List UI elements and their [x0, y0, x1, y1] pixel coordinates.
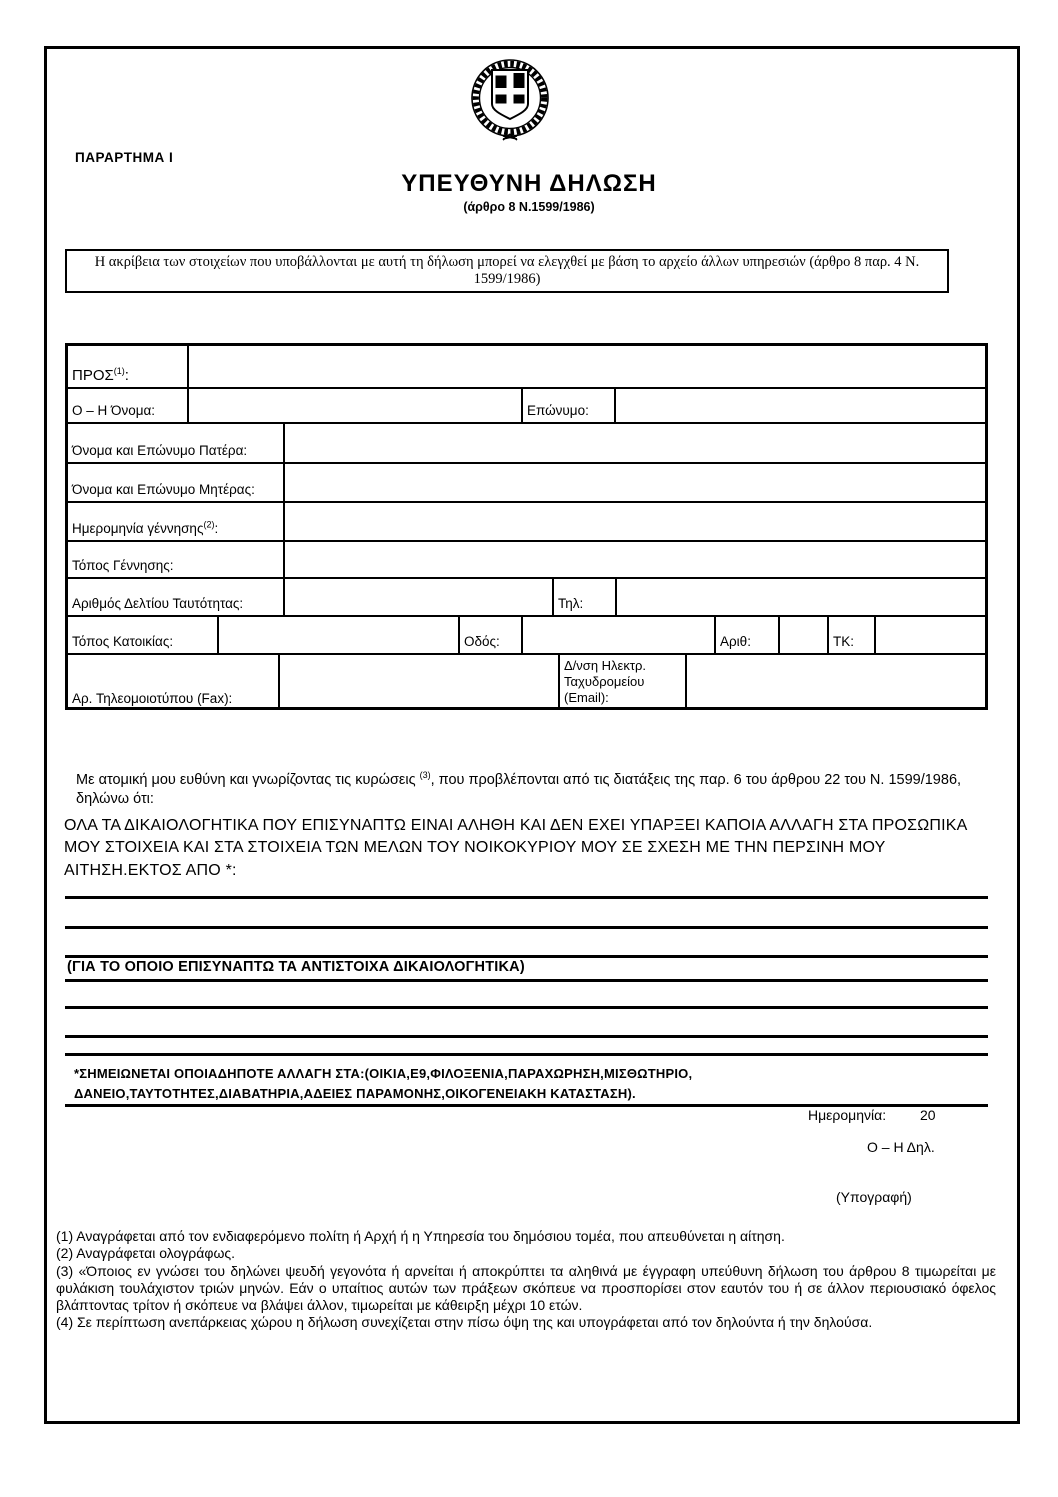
table-row [68, 503, 985, 542]
id-number-label: Αριθμός Δελτίου Ταυτότητας: [68, 579, 285, 615]
attachments-note: (ΓΙΑ ΤΟ ΟΠΟΙΟ ΕΠΙΣΥΝΑΠΤΩ ΤΑ ΑΝΤΙΣΤΟΙΧΑ ΔΙΚΑΙΟΛΟΓΗΤΙΚΑ) [67, 959, 525, 975]
table-row [68, 389, 985, 424]
table-row [68, 617, 985, 655]
writing-line[interactable] [65, 1035, 988, 1038]
asterisk-note [74, 1064, 974, 1104]
id-number-input[interactable] [285, 579, 554, 615]
asterisk-note-line1: *ΣΗΜΕΙΩΝΕΤΑΙ ΟΠΟΙΑΔΗΠΟΤΕ ΑΛΛΑΓΗ ΣΤΑ:(ΟΙΚΙΑ,Ε9,ΦΙΛΟΞΕΝΙΑ,ΠΑΡΑΧΩΡΗΣΗ,ΜΙΣΘΩΤΗΡΙΟ, [74, 1066, 693, 1081]
street-label: Οδός: [460, 617, 523, 653]
mother-name-label: Όνομα και Επώνυμο Μητέρας: [68, 464, 285, 501]
footnote-2: (2) Αναγράφεται ολογράφως. [56, 1245, 236, 1262]
declaration-statement: ΟΛΑ ΤΑ ΔΙΚΑΙΟΛΟΓΗΤΙΚΑ ΠΟΥ ΕΠΙΣΥΝΑΠΤΩ ΕΙΝΑΙ ΑΛΗΘΗ ΚΑΙ ΔΕΝ ΕΧΕΙ ΥΠΑΡΞΕΙ ΚΑΠΟΙΑ ΑΛΛΑΓΗ ΣΤΑ ΠΡΟΣΩΠΙΚΑ ΜΟΥ ΣΤΟΙΧΕΙΑ ΚΑΙ ΣΤΑ ΣΤΟΙΧΕΙΑ ΤΩΝ ΜΕΛΩΝ ΤΟΥ ΝΟΙΚΟΚΥΡΙΟΥ ΜΟΥ ΣΕ ΣΧΕΣΗ ΜΕ ΤΗΝ ΠΕΡΣΙΝΗ ΜΟΥ ΑΙΤΗΣΗ.ΕΚΤΟΣ ΑΠΟ *: [64, 817, 967, 879]
street-input[interactable] [523, 617, 716, 653]
street-no-input[interactable] [780, 617, 829, 653]
declarant-label: Ο – Η Δηλ. [867, 1139, 935, 1155]
asterisk-note-line2: ΔΑΝΕΙΟ,ΤΑΥΤΟΤΗΤΕΣ,ΔΙΑΒΑΤΗΡΙΑ,ΑΔΕΙΕΣ ΠΑΡΑΜΟΝΗΣ,ΟΙΚΟΓΕΝΕΙΑΚΗ ΚΑΤΑΣΤΑΣΗ). [74, 1086, 636, 1101]
pros-label: ΠΡΟΣ$^{(1)}$: [68, 346, 189, 387]
declaration-intro: Με ατομική μου ευθύνη και γνωρίζοντας τις κυρώσεις $^{(3)}$, που προβλέπονται από τις διατάξεις της παρ. 6 του άρθρου 22 του Ν. 1599/1986, δηλώνω ότι: [76, 770, 962, 807]
residence-input[interactable] [219, 617, 460, 653]
email-label: Δ/νση Ηλεκτρ. Ταχυδρομείου (Email): [560, 655, 687, 710]
birthdate-input[interactable] [285, 503, 985, 540]
personal-details-table [65, 343, 988, 710]
date-value[interactable]: 20 [920, 1107, 936, 1123]
table-row [68, 542, 985, 579]
footnotes [56, 1228, 996, 1332]
father-name-input[interactable] [285, 424, 985, 462]
postal-code-label: ΤΚ: [829, 617, 876, 653]
annex-label: ΠΑΡΑΡΤΗΜΑ Ι [75, 150, 174, 165]
surname-input[interactable] [616, 389, 985, 422]
fax-label: Αρ. Τηλεομοιοτύπου (Fax): [68, 655, 280, 710]
date-label: Ημερομηνία: [808, 1107, 887, 1123]
birthdate-label: Ημερομηνία γέννησης$^{(2)}$: [68, 503, 285, 540]
page-subtitle: (άρθρο 8 Ν.1599/1986) [463, 200, 595, 214]
birthplace-label: Τόπος Γέννησης: [68, 542, 285, 577]
mother-name-input[interactable] [285, 464, 985, 501]
table-row [68, 655, 985, 710]
table-row [68, 464, 985, 503]
email-input[interactable] [687, 655, 985, 710]
greek-coat-of-arms-icon [468, 56, 552, 142]
residence-label: Τόπος Κατοικίας: [68, 617, 219, 653]
page-title: ΥΠΕΥΘΥΝΗ ΔΗΛΩΣΗ [401, 170, 657, 197]
signature-label[interactable]: (Υπογραφή) [836, 1189, 912, 1205]
writing-line[interactable] [65, 896, 988, 899]
first-name-label: Ο – Η Όνομα: [68, 389, 189, 422]
footnote-3: (3) «Όποιος εν γνώσει του δηλώνει ψευδή γεγονότα ή αρνείται ή αποκρύπτει τα αληθινά με έγγραφη υπεύθυνη δήλωση του άρθρου 8 τιμωρείται με φυλάκιση τουλάχιστον τριών μηνών. Εάν ο υπαίτιος αυτών των πράξεων σκόπευε να προσπορίσει στον εαυτόν του ή σε άλλον περιουσιακό όφελος βλάπτοντας τρίτον ή σκόπευε να βλάψει άλλον, τιμωρείται με κάθειρξη μέχρι 10 ετών. [56, 1262, 996, 1313]
table-row [68, 346, 985, 389]
table-row [68, 579, 985, 617]
writing-line[interactable] [65, 1053, 988, 1056]
phone-label: Τηλ: [554, 579, 617, 615]
fax-input[interactable] [280, 655, 560, 710]
first-name-input[interactable] [189, 389, 523, 422]
father-name-label: Όνομα και Επώνυμο Πατέρα: [68, 424, 285, 462]
accuracy-notice-box: Η ακρίβεια των στοιχείων που υποβάλλονται με αυτή τη δήλωση μπορεί να ελεγχθεί με βάση το αρχείο άλλων υπηρεσιών (άρθρο 8 παρ. 4 Ν. 1599/1986) [65, 249, 949, 293]
writing-line[interactable] [65, 955, 988, 958]
phone-input[interactable] [617, 579, 985, 615]
footnote-1: (1) Αναγράφεται από τον ενδιαφερόμενο πολίτη ή Αρχή ή η Υπηρεσία του δημόσιου τομέα, που απευθύνεται η αίτηση. [56, 1228, 785, 1244]
surname-label: Επώνυμο: [523, 389, 616, 422]
writing-line[interactable] [65, 979, 988, 982]
birthplace-input[interactable] [285, 542, 985, 577]
writing-line[interactable] [65, 926, 988, 929]
table-row [68, 424, 985, 464]
postal-code-input[interactable] [876, 617, 985, 653]
pros-input[interactable] [189, 346, 985, 387]
footnote-4: (4) Σε περίπτωση ανεπάρκειας χώρου η δήλωση συνεχίζεται στην πίσω όψη της και υπογράφεται από τον δηλούντα ή την δηλούσα. [56, 1314, 873, 1331]
writing-line[interactable] [65, 1006, 988, 1009]
street-no-label: Αριθ: [716, 617, 780, 653]
